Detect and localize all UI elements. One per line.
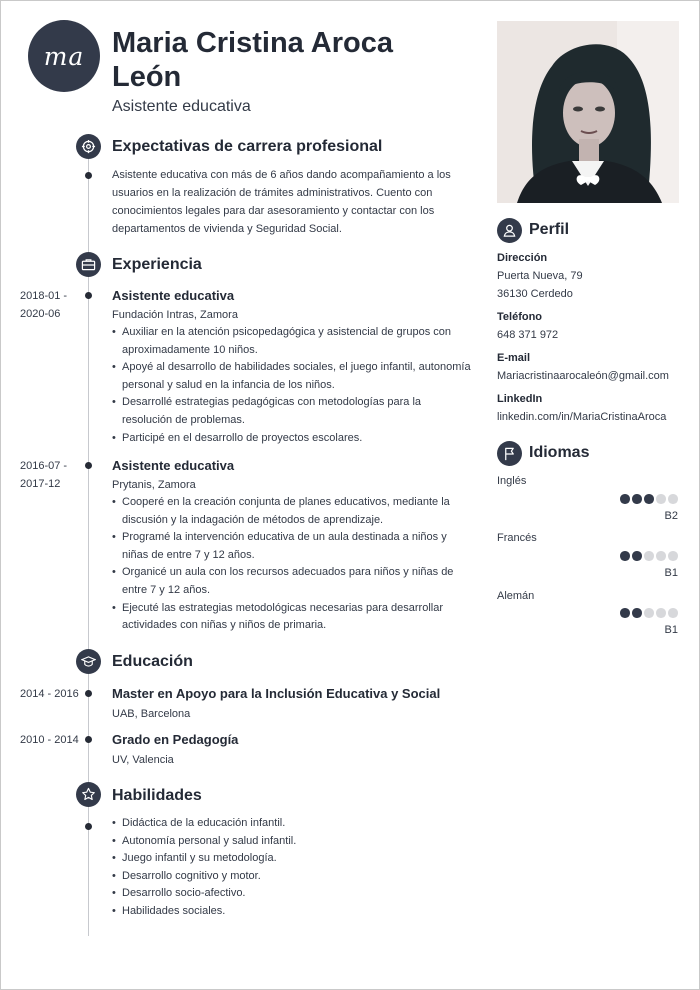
- candidate-title: Asistente educativa: [112, 98, 251, 115]
- education-school: UAB, Barcelona: [112, 708, 191, 720]
- section-title-education: Educación: [112, 653, 193, 670]
- language-level: B1: [664, 567, 678, 579]
- rating-dot: [644, 494, 654, 504]
- education-degree: Grado en Pedagogía: [112, 732, 239, 747]
- job-date: 2016-07 - 2017-12: [20, 460, 68, 490]
- job-date: 2018-01 - 2020-06: [20, 290, 68, 320]
- list-item: • Habilidades sociales.: [112, 903, 472, 921]
- list-item: • Cooperé en la creación conjunta de planes educativos, mediante la discusión y la indagación de métodos de aprendizaje.: [112, 494, 472, 529]
- job-org: Prytanis, Zamora: [112, 479, 196, 491]
- monogram-badge: [28, 20, 100, 92]
- briefcase-icon: [76, 252, 101, 277]
- rating-dot: [632, 551, 642, 561]
- list-item: • Ejecuté las estrategias metodológicas necesarias para desarrollar actividades con niñas y niños de primaria.: [112, 600, 472, 635]
- rating-dot: [656, 551, 666, 561]
- address-line-1: Puerta Nueva, 79: [497, 270, 583, 282]
- rating-dot: [644, 608, 654, 618]
- phone-value: 648 371 972: [497, 329, 559, 341]
- address-line-2: 36130 Cerdedo: [497, 288, 573, 300]
- job-bullets: [112, 324, 472, 447]
- section-title-skills: Habilidades: [112, 787, 202, 804]
- rating-dot: [668, 551, 678, 561]
- rating-dot: [632, 494, 642, 504]
- timeline-dot: [85, 172, 92, 179]
- list-item: • Desarrollé estrategias pedagógicas con metodologías para la resolución de problemas.: [112, 394, 472, 429]
- star-icon: [76, 782, 101, 807]
- email-label: E-mail: [497, 352, 531, 364]
- job-org: Fundación Intras, Zamora: [112, 309, 238, 321]
- language-rating: [620, 608, 680, 618]
- timeline-dot: [85, 292, 92, 299]
- rating-dot: [656, 494, 666, 504]
- rating-dot: [620, 608, 630, 618]
- list-item: • Juego infantil y su metodología.: [112, 850, 472, 868]
- timeline-dot: [85, 462, 92, 469]
- rating-dot: [668, 494, 678, 504]
- language-name: Francés: [497, 532, 537, 544]
- profile-photo: [497, 21, 679, 203]
- monogram-text: ma: [43, 41, 85, 71]
- address-label: Dirección: [497, 252, 548, 264]
- section-title-profile: Perfil: [529, 221, 570, 238]
- education-date: 2010 - 2014: [20, 734, 79, 746]
- section-title-languages: Idiomas: [529, 444, 590, 461]
- education-date: 2014 - 2016: [20, 688, 79, 700]
- timeline-dot: [85, 736, 92, 743]
- list-item: • Didáctica de la educación infantil.: [112, 815, 472, 833]
- skills-list: [112, 815, 472, 921]
- language-level: B2: [664, 510, 678, 522]
- rating-dot: [620, 494, 630, 504]
- section-title-objective: Expectativas de carrera profesional: [112, 138, 383, 155]
- language-rating: [620, 551, 680, 561]
- job-role: Asistente educativa: [112, 458, 235, 473]
- language-name: Alemán: [497, 590, 535, 602]
- rating-dot: [644, 551, 654, 561]
- objective-text: Asistente educativa con más de 6 años dando acompañamiento a los usuarios en la realización de trámites administrativos. Cuento con conocimientos legales para dar asesoramiento y contactar con los departamentos de vivienda y Seguridad Social.: [112, 169, 451, 235]
- flag-icon: [497, 441, 522, 466]
- job-role: Asistente educativa: [112, 288, 235, 303]
- list-item: • Apoyé al desarrollo de habilidades sociales, el juego infantil, autonomía personal y salud en la infancia de los niños.: [112, 359, 472, 394]
- language-level: B1: [664, 624, 678, 636]
- email-value: Mariacristinaarocaleón@gmail.com: [497, 370, 669, 382]
- linkedin-label: LinkedIn: [497, 393, 543, 405]
- education-school: UV, Valencia: [112, 754, 174, 766]
- language-rating: [620, 494, 680, 504]
- user-icon: [497, 218, 522, 243]
- language-name: Inglés: [497, 475, 527, 487]
- phone-label: Teléfono: [497, 311, 543, 323]
- list-item: • Desarrollo cognitivo y motor.: [112, 868, 472, 886]
- linkedin-value: linkedin.com/in/MariaCristinaAroca: [497, 411, 667, 423]
- list-item: • Organicé un aula con los recursos adecuados para niños y niñas de entre 7 y 12 años.: [112, 564, 472, 599]
- candidate-name: Maria Cristina Aroca León: [112, 27, 393, 93]
- timeline-dot: [85, 823, 92, 830]
- section-title-experience: Experiencia: [112, 256, 202, 273]
- job-bullets: [112, 494, 472, 635]
- rating-dot: [620, 551, 630, 561]
- graduation-cap-icon: [76, 649, 101, 674]
- rating-dot: [668, 608, 678, 618]
- list-item: • Programé la intervención educativa de un aula destinada a niños y niñas de entre 7 y 12 años.: [112, 529, 472, 564]
- list-item: • Participé en el desarrollo de proyectos escolares.: [112, 430, 472, 448]
- timeline-dot: [85, 690, 92, 697]
- list-item: • Autonomía personal y salud infantil.: [112, 833, 472, 851]
- education-degree: Master en Apoyo para la Inclusión Educativa y Social: [112, 686, 441, 701]
- rating-dot: [632, 608, 642, 618]
- list-item: • Desarrollo socio-afectivo.: [112, 885, 472, 903]
- target-icon: [76, 134, 101, 159]
- list-item: • Auxiliar en la atención psicopedagógica y asistencial de grupos con aproximadamente 10 niños.: [112, 324, 472, 359]
- rating-dot: [656, 608, 666, 618]
